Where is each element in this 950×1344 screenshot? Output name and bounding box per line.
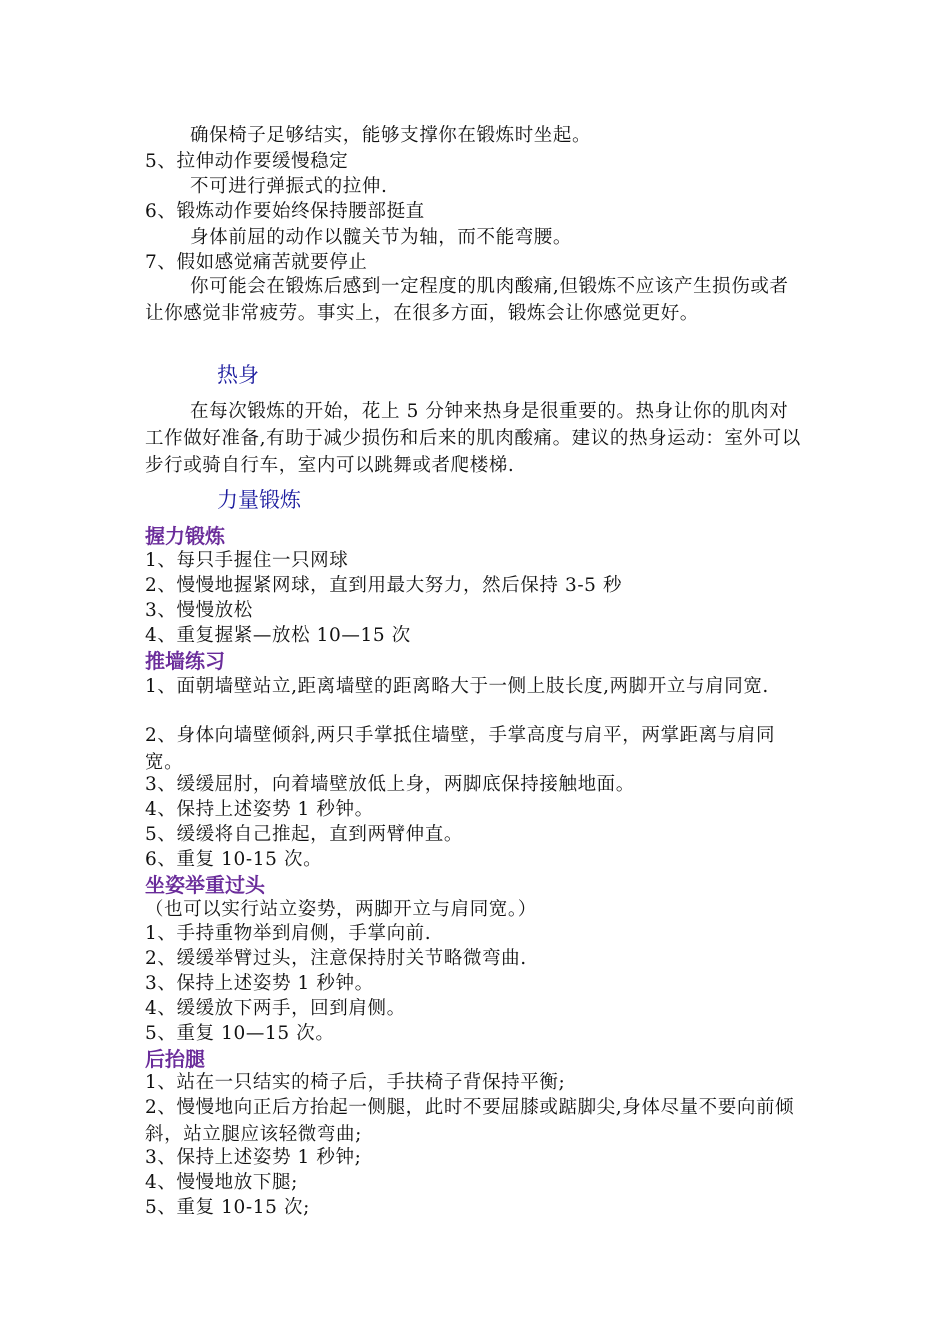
wall-push-title: 推墙练习 bbox=[145, 649, 225, 673]
wall-push-step-4: 4、保持上述姿势 1 秒钟。 bbox=[145, 799, 374, 820]
grip-step-4: 4、重复握紧—放松 10—15 次 bbox=[145, 625, 411, 646]
chair-note: 确保椅子足够结实，能够支撑你在锻炼时坐起。 bbox=[190, 125, 592, 146]
tip-7-title: 7、假如感觉痛苦就要停止 bbox=[145, 252, 368, 273]
leg-lift-step-1: 1、站在一只结实的椅子后，手扶椅子背保持平衡; bbox=[145, 1072, 566, 1093]
grip-step-1: 1、每只手握住一只网球 bbox=[145, 550, 349, 571]
strength-heading: 力量锻炼 bbox=[217, 488, 301, 512]
leg-lift-step-3: 3、保持上述姿势 1 秒钟; bbox=[145, 1147, 362, 1168]
wall-push-step-6: 6、重复 10-15 次。 bbox=[145, 849, 323, 870]
overhead-step-3: 3、保持上述姿势 1 秒钟。 bbox=[145, 973, 374, 994]
warmup-body: 在每次锻炼的开始，花上 5 分钟来热身是很重要的。热身让你的肌肉对工作做好准备,有助于减少损伤和后来的肌肉酸痛。建议的热身运动：室外可以步行或骑自行车，室内可以跳舞或者爬楼梯. bbox=[145, 401, 801, 476]
wall-push-step-5: 5、缓缓将自己推起，直到两臂伸直。 bbox=[145, 824, 463, 845]
overhead-step-5: 5、重复 10—15 次。 bbox=[145, 1023, 335, 1044]
tip-5-body: 不可进行弹振式的拉伸. bbox=[190, 176, 388, 197]
overhead-title: 坐姿举重过头 bbox=[145, 873, 265, 897]
tip-6-title: 6、锻炼动作要始终保持腰部挺直 bbox=[145, 201, 425, 222]
leg-lift-step-2: 2、慢慢地向正后方抬起一侧腿，此时不要屈膝或踮脚尖,身体尽量不要向前倾斜，站立腿应该轻微弯曲; bbox=[145, 1097, 795, 1145]
wall-push-step-3: 3、缓缓屈肘，向着墙壁放低上身，两脚底保持接触地面。 bbox=[145, 774, 635, 795]
wall-push-step-2: 2、身体向墙壁倾斜,两只手掌抵住墙壁，手掌高度与肩平，两掌距离与肩同宽。 bbox=[145, 725, 776, 773]
leg-lift-step-5: 5、重复 10-15 次; bbox=[145, 1197, 310, 1218]
wall-push-step-1: 1、面朝墙壁站立,距离墙壁的距离略大于一侧上肢长度,两脚开立与肩同宽. bbox=[145, 676, 769, 697]
overhead-step-2: 2、缓缓举臂过头，注意保持肘关节略微弯曲. bbox=[145, 948, 527, 969]
overhead-step-4: 4、缓缓放下两手，回到肩侧。 bbox=[145, 998, 406, 1019]
warmup-heading: 热身 bbox=[217, 363, 259, 387]
leg-lift-step-4: 4、慢慢地放下腿; bbox=[145, 1172, 298, 1193]
overhead-note: （也可以实行站立姿势，两脚开立与肩同宽。） bbox=[145, 899, 537, 920]
tip-5-title: 5、拉伸动作要缓慢稳定 bbox=[145, 151, 349, 172]
overhead-step-1: 1、手持重物举到肩侧，手掌向前. bbox=[145, 923, 432, 944]
grip-step-2: 2、慢慢地握紧网球，直到用最大努力，然后保持 3-5 秒 bbox=[145, 575, 623, 596]
grip-title: 握力锻炼 bbox=[145, 524, 225, 548]
leg-lift-title: 后抬腿 bbox=[145, 1047, 205, 1071]
tip-6-body: 身体前屈的动作以髋关节为轴，而不能弯腰。 bbox=[190, 227, 573, 248]
grip-step-3: 3、慢慢放松 bbox=[145, 600, 253, 621]
tip-7-body: 你可能会在锻炼后感到一定程度的肌肉酸痛,但锻炼不应该产生损伤或者让你感觉非常疲劳。事实上，在很多方面，锻炼会让你感觉更好。 bbox=[145, 276, 789, 324]
